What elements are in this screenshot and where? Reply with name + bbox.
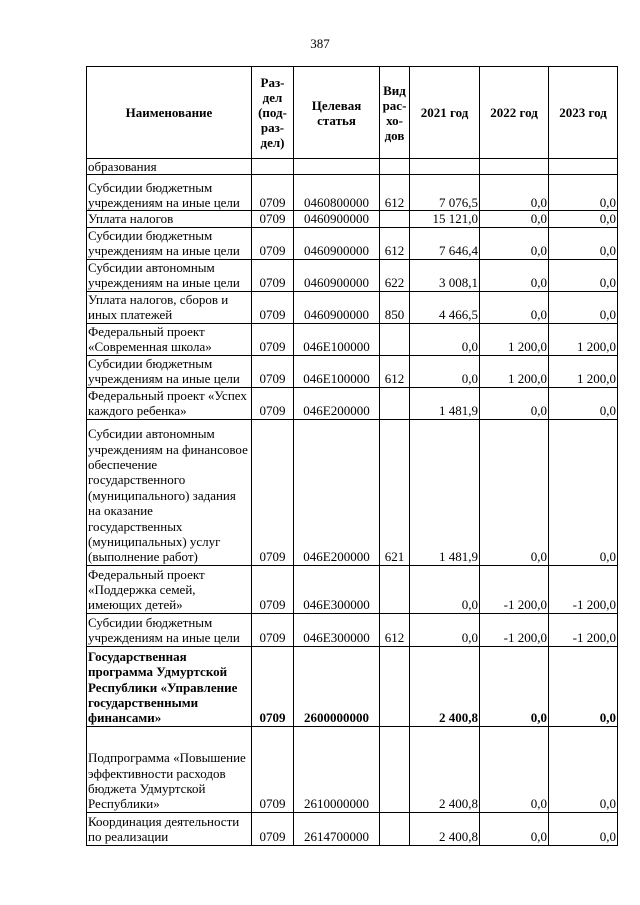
cell-type: 612 — [380, 355, 410, 387]
cell-y2022: 0,0 — [480, 387, 549, 419]
cell-y2022: 0,0 — [480, 726, 549, 812]
cell-name: Субсидии автономным учреждениям на финансовое обеспечение государственного (муниципального) задания на оказание государственных (муниципальных) услуг (выполнение работ) — [87, 419, 252, 565]
cell-section: 0709 — [252, 613, 294, 646]
cell-section: 0709 — [252, 259, 294, 291]
budget-table — [86, 66, 618, 846]
header-name: Наименование — [87, 67, 252, 159]
cell-target: 046E100000 — [294, 355, 380, 387]
cell-section: 0709 — [252, 227, 294, 259]
table-row — [87, 387, 618, 419]
cell-y2023: 0,0 — [549, 291, 618, 323]
cell-type: 622 — [380, 259, 410, 291]
cell-y2021: 7 646,4 — [410, 227, 480, 259]
cell-section — [252, 159, 294, 175]
cell-y2023: 1 200,0 — [549, 355, 618, 387]
cell-type — [380, 211, 410, 227]
header-type: Вид рас- хо- дов — [380, 67, 410, 159]
cell-y2023: 0,0 — [549, 227, 618, 259]
cell-y2021: 4 466,5 — [410, 291, 480, 323]
cell-type: 612 — [380, 227, 410, 259]
cell-y2021: 0,0 — [410, 613, 480, 646]
cell-type — [380, 159, 410, 175]
table-row — [87, 259, 618, 291]
table-row — [87, 812, 618, 845]
header-2023: 2023 год — [549, 67, 618, 159]
cell-y2021: 0,0 — [410, 565, 480, 613]
cell-target: 0460900000 — [294, 211, 380, 227]
cell-target: 046E200000 — [294, 419, 380, 565]
cell-type — [380, 646, 410, 726]
table-header-row — [87, 67, 618, 159]
cell-y2023: 0,0 — [549, 387, 618, 419]
cell-y2022: 0,0 — [480, 259, 549, 291]
page-number: 387 — [310, 36, 330, 51]
cell-type: 621 — [380, 419, 410, 565]
cell-target: 2610000000 — [294, 726, 380, 812]
cell-y2022: 0,0 — [480, 211, 549, 227]
cell-y2023: 0,0 — [549, 259, 618, 291]
cell-target: 0460900000 — [294, 291, 380, 323]
table-row — [87, 646, 618, 726]
table-row — [87, 726, 618, 812]
cell-y2022: 1 200,0 — [480, 355, 549, 387]
cell-type — [380, 387, 410, 419]
cell-y2023: 0,0 — [549, 211, 618, 227]
cell-type: 612 — [380, 613, 410, 646]
cell-section: 0709 — [252, 726, 294, 812]
cell-y2021: 2 400,8 — [410, 812, 480, 845]
cell-y2022: 0,0 — [480, 291, 549, 323]
header-section: Раз- дел (под- раз- дел) — [252, 67, 294, 159]
cell-type — [380, 565, 410, 613]
cell-y2021: 15 121,0 — [410, 211, 480, 227]
table-row — [87, 613, 618, 646]
cell-y2021: 1 481,9 — [410, 419, 480, 565]
table-row — [87, 323, 618, 355]
cell-name: Субсидии бюджетным учреждениям на иные цели — [87, 613, 252, 646]
cell-target: 0460800000 — [294, 175, 380, 211]
cell-target — [294, 159, 380, 175]
cell-y2021: 0,0 — [410, 323, 480, 355]
cell-target: 046E100000 — [294, 323, 380, 355]
cell-target: 046E300000 — [294, 565, 380, 613]
cell-section: 0709 — [252, 646, 294, 726]
cell-name: Государственная программа Удмуртской Республики «Управление государственными финансами» — [87, 646, 252, 726]
cell-y2022: 0,0 — [480, 227, 549, 259]
cell-y2021: 3 008,1 — [410, 259, 480, 291]
cell-name: Уплата налогов — [87, 211, 252, 227]
cell-y2022: -1 200,0 — [480, 613, 549, 646]
cell-name: Федеральный проект «Поддержка семей, имеющих детей» — [87, 565, 252, 613]
cell-section: 0709 — [252, 387, 294, 419]
cell-y2022: 0,0 — [480, 812, 549, 845]
cell-target: 0460900000 — [294, 259, 380, 291]
cell-section: 0709 — [252, 812, 294, 845]
cell-target: 2600000000 — [294, 646, 380, 726]
table-row — [87, 211, 618, 227]
cell-section: 0709 — [252, 355, 294, 387]
cell-type: 612 — [380, 175, 410, 211]
cell-name: Уплата налогов, сборов и иных платежей — [87, 291, 252, 323]
cell-name: Подпрограмма «Повышение эффективности расходов бюджета Удмуртской Республики» — [87, 726, 252, 812]
cell-y2022: 1 200,0 — [480, 323, 549, 355]
cell-y2023: 0,0 — [549, 812, 618, 845]
header-2021: 2021 год — [410, 67, 480, 159]
cell-name: Субсидии автономным учреждениям на иные цели — [87, 259, 252, 291]
cell-section: 0709 — [252, 419, 294, 565]
cell-y2021: 0,0 — [410, 355, 480, 387]
table-row — [87, 227, 618, 259]
table-row — [87, 565, 618, 613]
cell-type — [380, 726, 410, 812]
cell-y2023: 0,0 — [549, 646, 618, 726]
cell-y2023: 0,0 — [549, 419, 618, 565]
cell-y2021: 7 076,5 — [410, 175, 480, 211]
table-row — [87, 355, 618, 387]
cell-y2021: 2 400,8 — [410, 726, 480, 812]
cell-y2023: 0,0 — [549, 175, 618, 211]
cell-section: 0709 — [252, 211, 294, 227]
cell-name: Координация деятельности по реализации — [87, 812, 252, 845]
cell-section: 0709 — [252, 291, 294, 323]
cell-y2021: 2 400,8 — [410, 646, 480, 726]
cell-section: 0709 — [252, 565, 294, 613]
table-row — [87, 419, 618, 565]
cell-y2023: -1 200,0 — [549, 613, 618, 646]
cell-y2023: 1 200,0 — [549, 323, 618, 355]
table-body — [87, 159, 618, 846]
cell-name: Субсидии бюджетным учреждениям на иные цели — [87, 355, 252, 387]
cell-section: 0709 — [252, 323, 294, 355]
cell-type — [380, 812, 410, 845]
cell-y2022: -1 200,0 — [480, 565, 549, 613]
header-2022: 2022 год — [480, 67, 549, 159]
cell-y2021: 1 481,9 — [410, 387, 480, 419]
cell-target: 2614700000 — [294, 812, 380, 845]
cell-y2022: 0,0 — [480, 419, 549, 565]
cell-target: 0460900000 — [294, 227, 380, 259]
cell-y2022: 0,0 — [480, 175, 549, 211]
cell-section: 0709 — [252, 175, 294, 211]
header-target: Целевая статья — [294, 67, 380, 159]
table-row — [87, 175, 618, 211]
cell-name: образования — [87, 159, 252, 175]
cell-type: 850 — [380, 291, 410, 323]
cell-type — [380, 323, 410, 355]
cell-target: 046E300000 — [294, 613, 380, 646]
cell-name: Федеральный проект «Современная школа» — [87, 323, 252, 355]
cell-target: 046E200000 — [294, 387, 380, 419]
table-row — [87, 159, 618, 175]
cell-name: Федеральный проект «Успех каждого ребенка» — [87, 387, 252, 419]
cell-y2022: 0,0 — [480, 646, 549, 726]
cell-y2021 — [410, 159, 480, 175]
table-row — [87, 291, 618, 323]
cell-y2023: 0,0 — [549, 726, 618, 812]
cell-y2022 — [480, 159, 549, 175]
cell-name: Субсидии бюджетным учреждениям на иные цели — [87, 227, 252, 259]
cell-name: Субсидии бюджетным учреждениям на иные цели — [87, 175, 252, 211]
cell-y2023 — [549, 159, 618, 175]
cell-y2023: -1 200,0 — [549, 565, 618, 613]
